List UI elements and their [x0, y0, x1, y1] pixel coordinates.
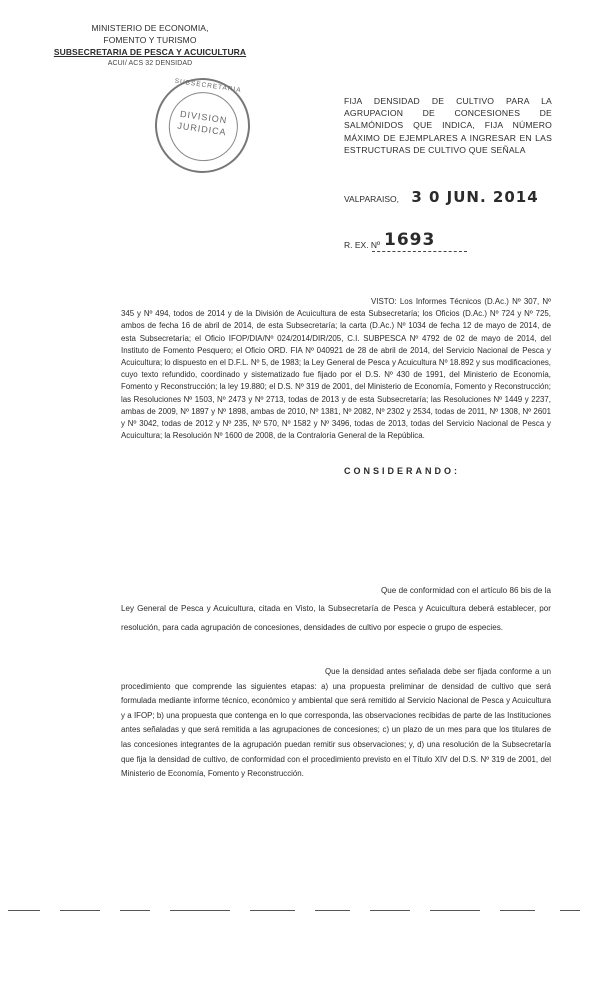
- ministry-line-2: FOMENTO Y TURISMO: [103, 35, 197, 45]
- letterhead: [0, 22, 300, 70]
- visto-section: [121, 296, 551, 442]
- considerando-text-2: Que la densidad antes señalada debe ser fijada conforme a un procedimiento que comprende las siguientes etapas: a) una propuesta preliminar de densidad de cultivo que será formulada mediante informe técnico, económico y ambiental que será remitido al Servicio Nacional de Pesca y Acuicultura y a IFOP; b) una propuesta que contenga en lo que corresponda, las observaciones recibidas de parte de las Instituciones antes señaladas y que será remitida a las agrupaciones de concesiones; c) un plazo de un mes para que los titulares de las concesiones integrantes de la agrupación puedan remitir sus observaciones; y, d) una resolución de la Subsecretaría que fija la densidad de cultivo, de conformidad con el procedimiento previsto en el Título XIV del D.S. Nº 319 de 2001, del Ministerio de Economía, Fomento y Reconstrucción.: [121, 667, 551, 779]
- stamp-ring-text: SUBSECRETARIA: [174, 77, 242, 95]
- stamp-text-juridica: JURIDICA: [176, 120, 228, 138]
- ministry-line: MINISTERIO DE ECONOMIA,: [91, 23, 209, 33]
- subsecretaria-line: SUBSECRETARIA DE PESCA Y ACUICULTURA: [53, 47, 247, 57]
- considerando-paragraph-2: [121, 665, 551, 782]
- footer-dashed-rule: [0, 910, 600, 912]
- reference-code: ACUI/ ACS 32 DENSIDAD: [107, 60, 193, 67]
- considerando-text-1: Que de conformidad con el artículo 86 bis de la Ley General de Pesca y Acuicultura, citada en Visto, la Subsecretaría de Pesca y Acuicultura deberá establecer, por resolución, para cada agrupación de concesiones, densidades de cultivo por especie o grupo de especies.: [121, 586, 551, 632]
- city-label: VALPARAISO,: [344, 194, 399, 204]
- considerando-heading: CONSIDERANDO:: [344, 466, 461, 476]
- resolution-number: 1693: [384, 230, 436, 250]
- dateline: [344, 188, 539, 206]
- division-juridica-stamp: [149, 72, 256, 179]
- resolution-number-label: R. EX. Nº: [344, 240, 381, 250]
- resolution-number-block: [344, 230, 474, 250]
- resolution-number-line: [372, 251, 467, 252]
- considerando-paragraph-1: [121, 582, 551, 637]
- stamp-text-division: DIVISION: [179, 108, 228, 126]
- visto-paragraph: VISTO: Los Informes Técnicos (D.Ac.) Nº 307, Nº 345 y Nº 494, todos de 2014 y de la División de Acuicultura de esta Subsecretaría; los Oficios (D.Ac.) Nº 724 y Nº 725, ambos de fecha 16 de abril de 2014, de esta Subsecretaría; la carta (D.Ac.) Nº 1034 de fecha 12 de mayo de 2014, de esta Subsecretaría; el Oficio IFOP/DIA/Nº 024/2014/DIR/205, C.I. SUBPESCA Nº 4792 de 02 de mayo de 2014, del Instituto de Fomento Pesquero; el Oficio ORD. FIA Nº 040921 de 28 de abril de 2014, del Servicio Nacional de Pesca y Acuicultura; lo dispuesto en el D.F.L. Nº 5, de 1983; la Ley General de Pesca y Acuicultura Nº 18.892 y sus modificaciones, cuyo texto refundido, coordinado y sistematizado fue fijado por el D.S. Nº 430 de 1991, del Ministerio de Economía, Fomento y Reconstrucción; la ley 19.880; el D.S. Nº 319 de 2001, del Ministerio de Economía, Fomento y Reconstrucción; las Resoluciones Nº 1503, Nº 2473 y Nº 2713, todas de 2013 y de esta Subsecretaría; las Resoluciones Nº 1449 y 2237, ambas de 2009, Nº 1897 y Nº 1898, ambas de 2010, Nº 1381, Nº 2082, Nº 2302 y 2534, todas de 2011, Nº 1308, Nº 2601 y Nº 3042, todas de 2012 y Nº 235, Nº 570, Nº 1582 y Nº 3496, todas de 2013, todas del Servicio Nacional de Pesca y Acuicultura; la Resolución Nº 1600 de 2008, de la Contraloría General de la República.: [121, 297, 551, 441]
- resolution-subject: FIJA DENSIDAD DE CULTIVO PARA LA AGRUPACION DE CONCESIONES DE SALMÓNIDOS QUE INDICA, FIJA NÚMERO MÁXIMO DE EJEMPLARES A INGRESAR EN LAS ESTRUCTURAS DE CULTIVO QUE SEÑALA: [344, 96, 552, 155]
- resolution-date: 3 0 JUN. 2014: [411, 188, 539, 206]
